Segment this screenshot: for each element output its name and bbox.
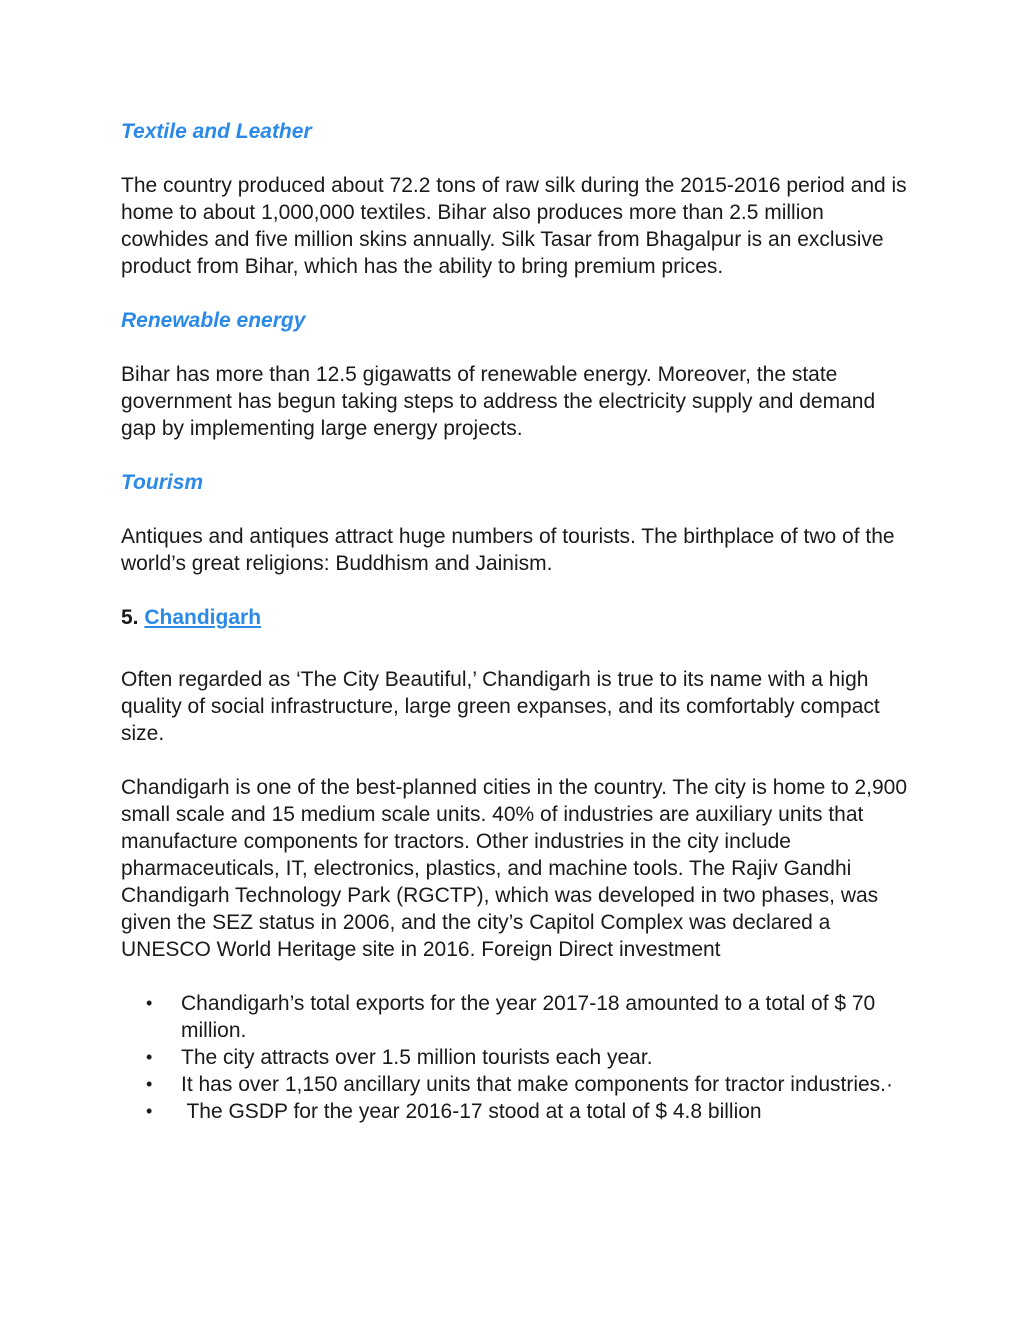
paragraph-chandigarh-details: Chandigarh is one of the best-planned cities in the country. The city is home to 2,900 small scale and 15 medium scale units. 40% of industries are auxiliary units that manufacture components for tractors. Other industries in the city include pharmaceuticals, IT, electronics, plastics, and machine tools. The Rajiv Gandhi Chandigarh Technology Park (RGCTP), which was developed in two phases, was given the SEZ status in 2006, and the city’s Capitol Complex was declared a UNESCO World Heritage site in 2016. Foreign Direct investment xyxy=(121,776,908,961)
chandigarh-link[interactable]: Chandigarh xyxy=(144,606,262,629)
paragraph-chandigarh-intro: Often regarded as ‘The City Beautiful,’ Chandigarh is true to its name with a high quality of social infrastructure, large green expanses, and its comfortably compact size. xyxy=(121,668,880,745)
list-item-text: It has over 1,150 ancillary units that make components for tractor industries.· xyxy=(181,1073,894,1096)
document-page xyxy=(121,118,911,1125)
list-item xyxy=(146,1098,911,1125)
heading-tourism: Tourism xyxy=(121,471,204,494)
list-item xyxy=(146,1071,911,1098)
paragraph-renewable-energy: Bihar has more than 12.5 gigawatts of renewable energy. Moreover, the state government has begun taking steps to address the electricity supply and demand gap by implementing large energy projects. xyxy=(121,363,876,440)
list-item-text: The city attracts over 1.5 million tourists each year. xyxy=(181,1046,653,1069)
bullet-icon: • xyxy=(146,1101,153,1121)
list-item-text: Chandigarh’s total exports for the year 2017-18 amounted to a total of $ 70 million. xyxy=(181,992,876,1042)
bullet-list xyxy=(121,990,911,1125)
heading-textile-leather: Textile and Leather xyxy=(121,120,312,143)
paragraph-tourism: Antiques and antiques attract huge numbers of tourists. The birthplace of two of the world’s great religions: Buddhism and Jainism. xyxy=(121,525,895,575)
bullet-icon: • xyxy=(146,1047,153,1067)
list-item-text: The GSDP for the year 2016-17 stood at a total of $ 4.8 billion xyxy=(181,1100,762,1123)
list-item xyxy=(146,990,911,1044)
paragraph-textile-leather: The country produced about 72.2 tons of raw silk during the 2015-2016 period and is home to about 1,000,000 textiles. Bihar also produces more than 2.5 million cowhides and five million skins annually. Silk Tasar from Bhagalpur is an exclusive product from Bihar, which has the ability to bring premium prices. xyxy=(121,174,907,278)
bullet-icon: • xyxy=(146,993,153,1013)
heading-renewable-energy: Renewable energy xyxy=(121,309,306,332)
list-item xyxy=(146,1044,911,1071)
section-number: 5. xyxy=(121,606,139,629)
section-title-chandigarh xyxy=(121,604,911,631)
bullet-icon: • xyxy=(146,1074,153,1094)
